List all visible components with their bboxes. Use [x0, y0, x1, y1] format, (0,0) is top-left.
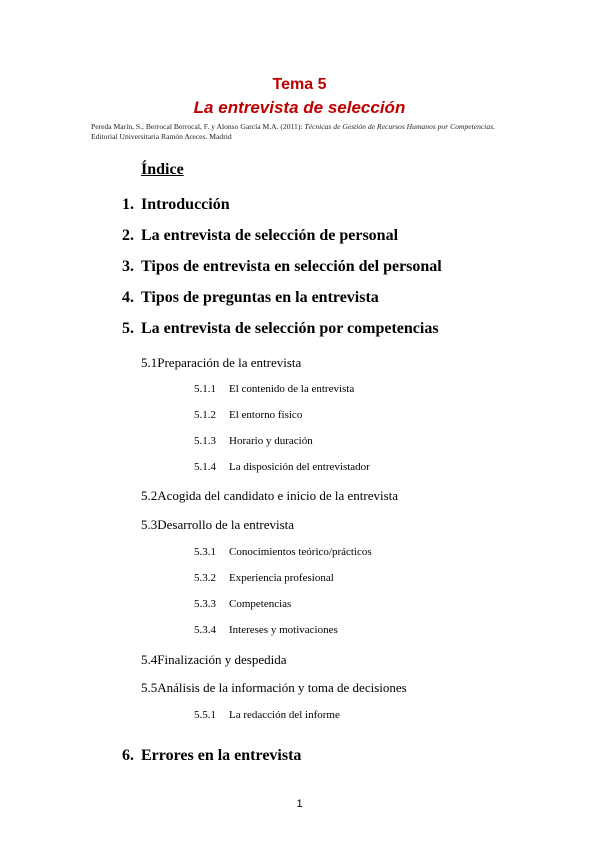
toc-item-number: 1.	[122, 196, 134, 213]
page-number: 1	[296, 798, 303, 810]
toc-subsubitem-number: 5.5.1	[194, 709, 216, 721]
toc-item-4[interactable]	[122, 289, 592, 309]
toc-item-label: Errores en la entrevista	[141, 747, 302, 764]
toc-subsubitem-5-5-1[interactable]	[194, 709, 574, 729]
toc-subsubitem-label: Intereses y motivaciones	[229, 624, 338, 636]
toc-item-label: Tipos de preguntas en la entrevista	[141, 289, 379, 306]
toc-subsubitem-label: El contenido de la entrevista	[229, 383, 355, 395]
toc-subsubitem-5-3-2[interactable]	[194, 572, 574, 592]
toc-subsubitem-number: 5.3.2	[194, 572, 216, 584]
toc-item-2[interactable]	[122, 227, 592, 247]
toc-subsubitem-5-1-2[interactable]	[194, 409, 574, 429]
toc-subsubitem-label: El entorno físico	[229, 409, 303, 421]
index-heading: Índice	[141, 161, 184, 178]
toc-subsubitem-label: Conocimientos teórico/prácticos	[229, 546, 372, 558]
toc-subsubitem-number: 5.1.4	[194, 461, 216, 473]
toc-item-number: 4.	[122, 289, 134, 306]
toc-item-number: 5.	[122, 320, 134, 337]
reference-book-title: Técnicas de Gestión de Recursos Humanos por Competencias.	[304, 122, 496, 131]
toc-subsubitem-5-3-4[interactable]	[194, 624, 574, 644]
toc-subitem-label: Finalización y despedida	[157, 652, 287, 667]
toc-subitem-number: 5.3	[141, 517, 158, 532]
toc-subsubitem-label: Competencias	[229, 598, 292, 610]
toc-item-label: Introducción	[141, 196, 230, 213]
toc-subsubitem-number: 5.1.1	[194, 383, 216, 395]
toc-subitem-5-5[interactable]	[141, 680, 581, 700]
toc-item-number: 6.	[122, 747, 134, 764]
toc-item-label: La entrevista de selección por competencias	[141, 320, 439, 337]
toc-item-3[interactable]	[122, 258, 592, 278]
toc-subitem-5-1[interactable]	[141, 355, 581, 375]
toc-item-6[interactable]	[122, 747, 592, 767]
toc-item-1[interactable]	[122, 196, 592, 216]
reference-authors: Pereda Marín, S., Berrocal Berrocal, F. y Alonso García M.A. (2011):	[91, 122, 303, 131]
reference-line-2: Editorial Universitaria Ramón Areces. Madrid	[91, 132, 232, 141]
toc-item-label: La entrevista de selección de personal	[141, 227, 399, 244]
toc-item-number: 2.	[122, 227, 134, 244]
document-title: La entrevista de selección	[193, 98, 406, 117]
toc-subsubitem-label: Experiencia profesional	[229, 572, 334, 584]
toc-subsubitem-5-3-3[interactable]	[194, 598, 574, 618]
toc-subitem-number: 5.2	[141, 488, 158, 503]
toc-item-label: Tipos de entrevista en selección del personal	[141, 258, 442, 275]
toc-subsubitem-number: 5.3.4	[194, 624, 216, 636]
reference-line-1	[91, 122, 495, 132]
toc-subitem-label: Análisis de la información y toma de decisiones	[157, 680, 407, 695]
toc-subitem-number: 5.5	[141, 680, 158, 695]
toc-subitem-number: 5.4	[141, 652, 158, 667]
toc-subsubitem-5-1-1[interactable]	[194, 383, 574, 403]
toc-item-5[interactable]	[122, 320, 592, 340]
toc-subsubitem-number: 5.3.3	[194, 598, 216, 610]
toc-subsubitem-label: La disposición del entrevistador	[229, 461, 370, 473]
toc-subsubitem-label: Horario y duración	[229, 435, 313, 447]
topic-number: Tema 5	[272, 76, 327, 93]
toc-subitem-5-3[interactable]	[141, 517, 581, 537]
toc-subitem-number: 5.1	[141, 355, 158, 370]
toc-subsubitem-number: 5.1.3	[194, 435, 216, 447]
toc-subsubitem-number: 5.3.1	[194, 546, 216, 558]
toc-item-number: 3.	[122, 258, 134, 275]
toc-subitem-5-2[interactable]	[141, 488, 581, 508]
toc-subitem-label: Preparación de la entrevista	[157, 355, 302, 370]
toc-subsubitem-5-1-3[interactable]	[194, 435, 574, 455]
toc-subsubitem-label: La redacción del informe	[229, 709, 340, 721]
toc-subsubitem-5-1-4[interactable]	[194, 461, 574, 481]
toc-subitem-label: Acogida del candidato e inicio de la entrevista	[157, 488, 399, 503]
toc-subsubitem-number: 5.1.2	[194, 409, 216, 421]
toc-subitem-label: Desarrollo de la entrevista	[157, 517, 295, 532]
toc-subitem-5-4[interactable]	[141, 652, 581, 672]
toc-subsubitem-5-3-1[interactable]	[194, 546, 574, 566]
